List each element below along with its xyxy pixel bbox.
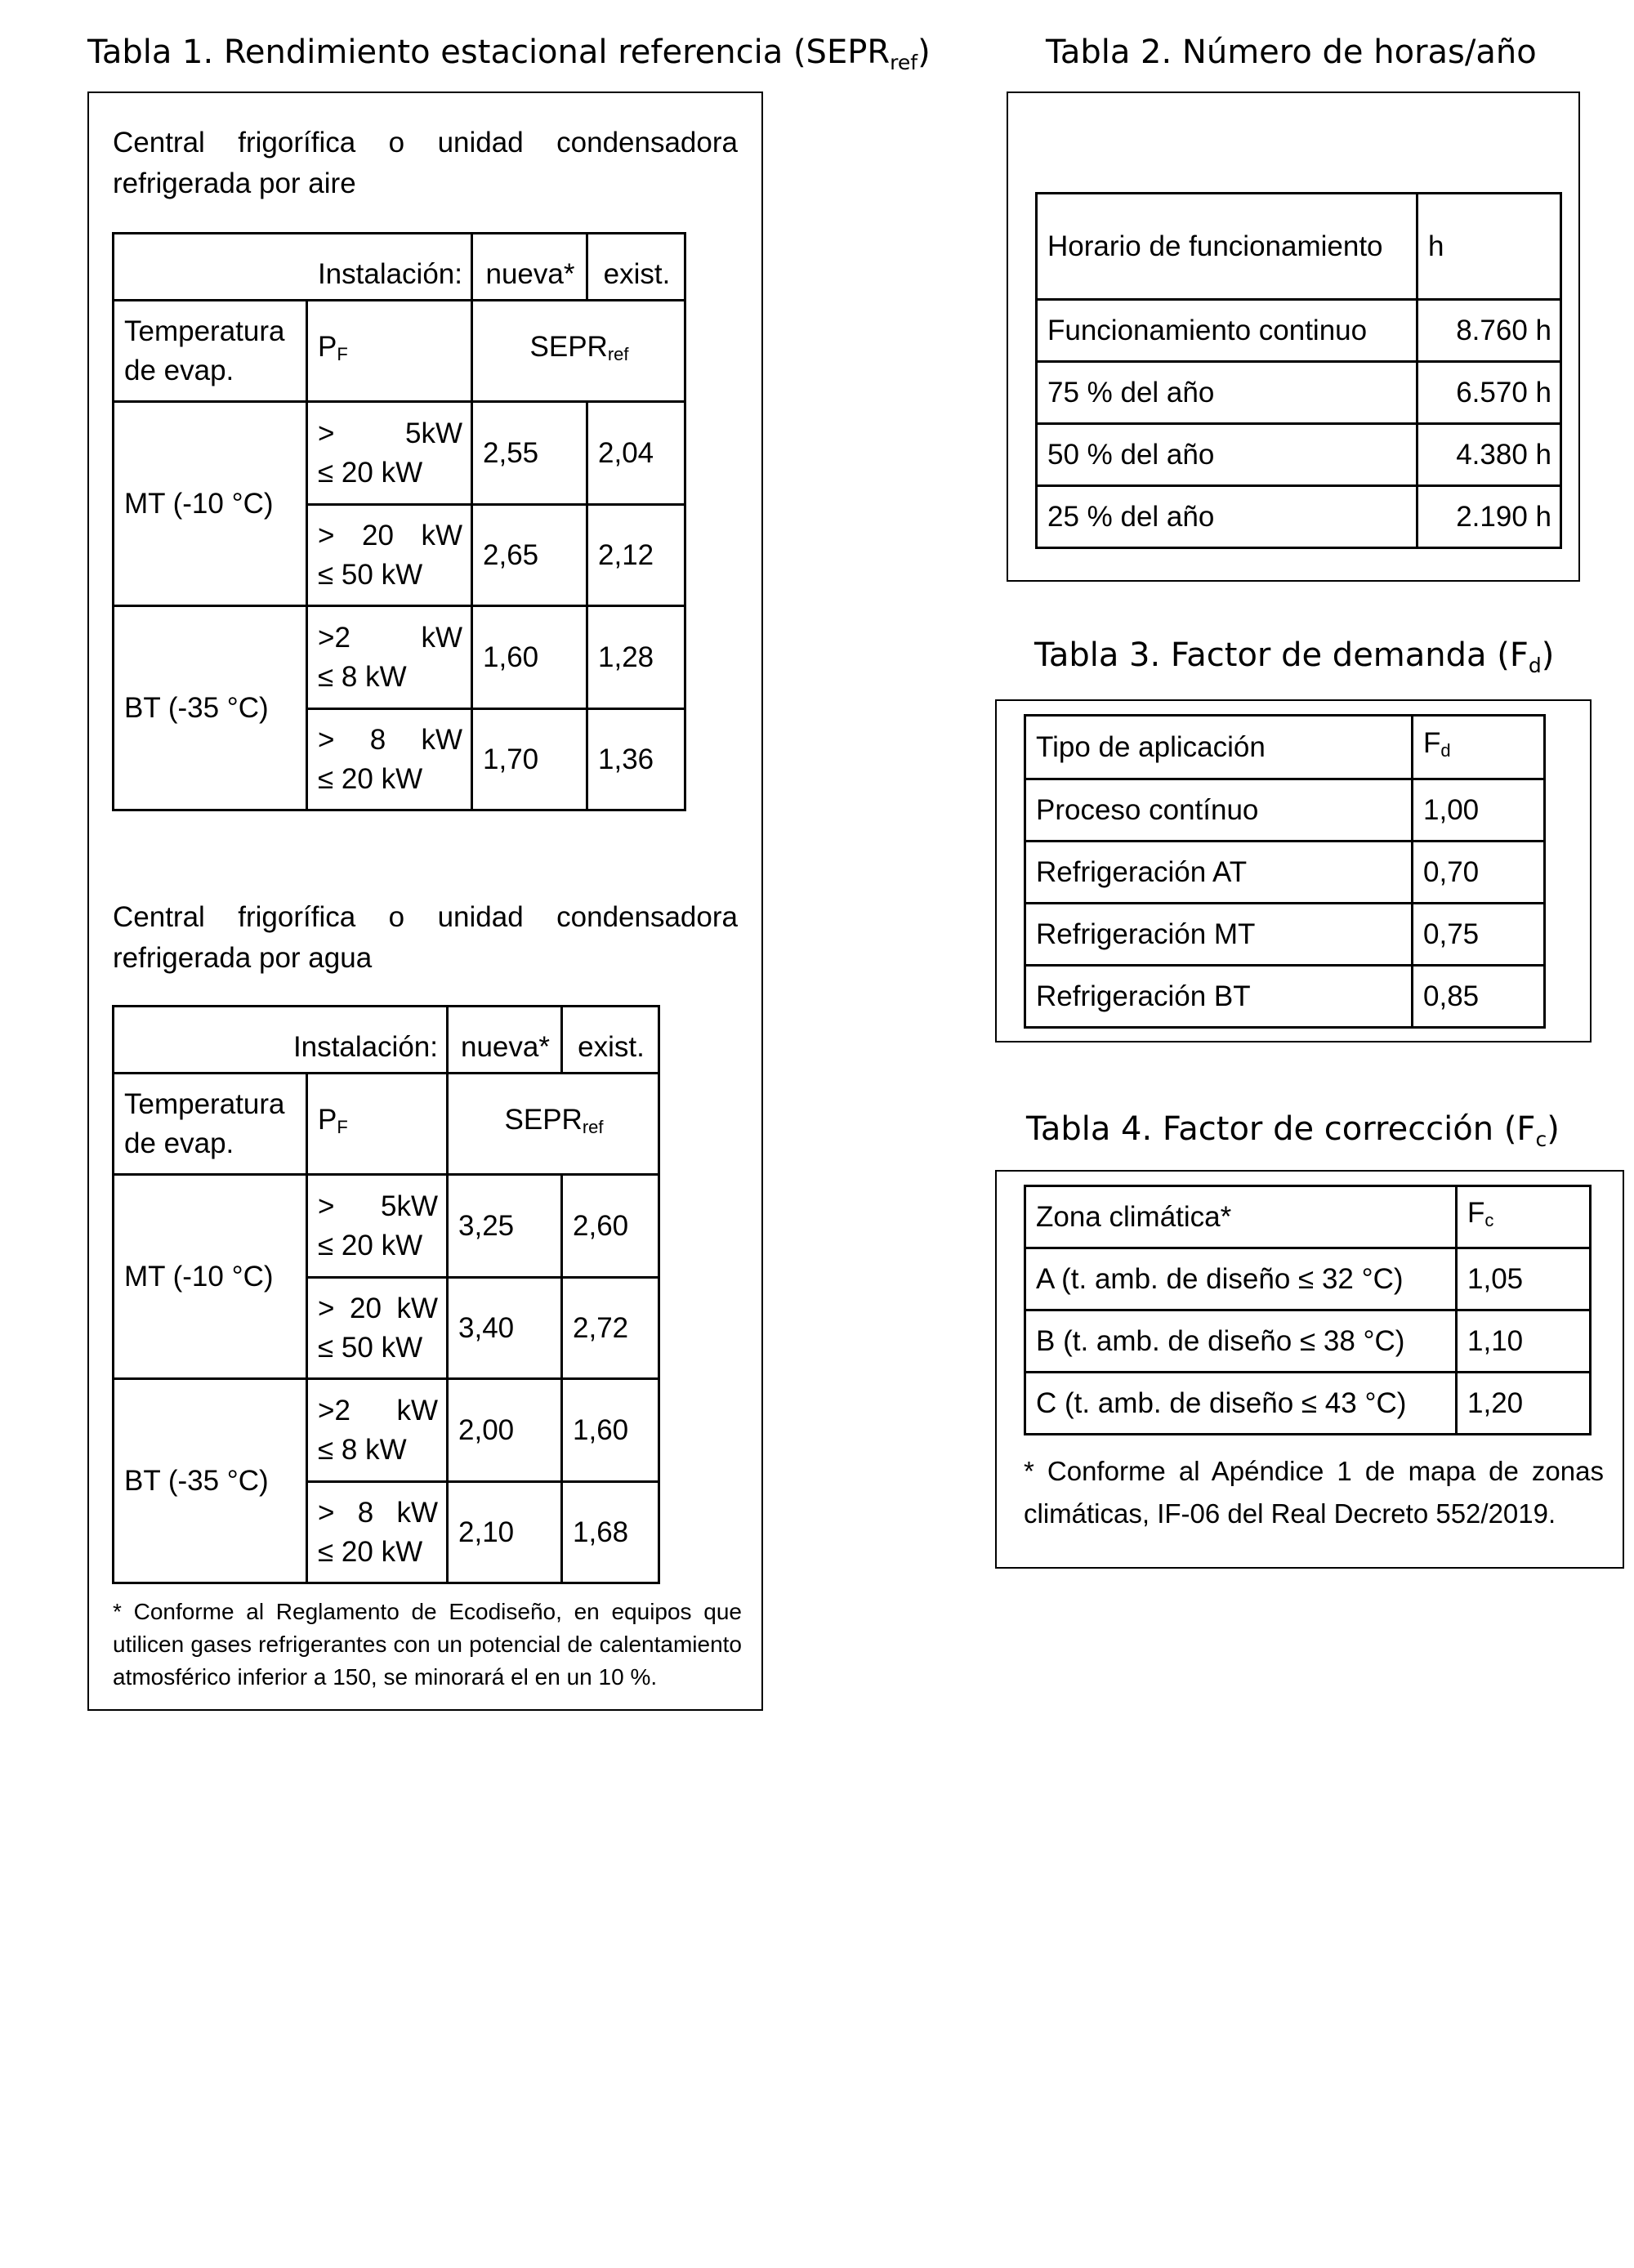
hours-label: 75 % del año: [1037, 362, 1417, 424]
water-pf-cell: [307, 1482, 448, 1583]
air-subheader-row: [114, 301, 685, 402]
table4-caption-sub: c: [1535, 1127, 1547, 1151]
demand-header-fd: [1413, 716, 1545, 779]
table4-caption-end: ): [1547, 1110, 1560, 1148]
hours-label: 25 % del año: [1037, 486, 1417, 548]
water-pf-cell: [307, 1379, 448, 1482]
pf-lower: > 8 kW: [318, 723, 462, 756]
air-pf-sub: F: [337, 344, 348, 364]
demand-label: Refrigeración BT: [1025, 966, 1413, 1028]
table-row: [1025, 1248, 1591, 1310]
table3-caption-sub: d: [1528, 654, 1542, 677]
demand-label: Refrigeración AT: [1025, 842, 1413, 904]
hours-value: 8.760 h: [1417, 300, 1561, 362]
air-value-nueva: 2,55: [472, 402, 587, 505]
demand-value: 0,85: [1413, 966, 1545, 1028]
table1-footnote: * Conforme al Reglamento de Ecodiseño, en equipos que utilicen gases refrigerantes con un potencial de calentamiento atmosférico inferior a 150, se minorará el en un 10 %.: [113, 1599, 742, 1690]
air-temp-label: Temperatura de evap.: [114, 301, 307, 402]
demand-value: 0,70: [1413, 842, 1545, 904]
water-pf-header: [307, 1074, 448, 1175]
table3-caption-end: ): [1541, 636, 1555, 674]
water-pf-sub: F: [337, 1117, 348, 1137]
air-sepr-table: [112, 232, 686, 811]
correction-label: B (t. amb. de diseño ≤ 38 °C): [1025, 1310, 1457, 1373]
pf-lower: >2 kW: [318, 1394, 438, 1426]
air-group-bt: BT (-35 °C): [114, 606, 307, 810]
correction-header-zone: Zona climática*: [1025, 1186, 1457, 1248]
water-value-exist: 2,72: [562, 1278, 659, 1379]
table-row: [1037, 300, 1561, 362]
pf-upper: ≤ 20 kW: [318, 456, 423, 489]
hours-value: 6.570 h: [1417, 362, 1561, 424]
water-value-nueva: 3,25: [448, 1175, 562, 1278]
water-value-exist: 2,60: [562, 1175, 659, 1278]
air-pf-cell: [307, 606, 472, 709]
water-pf-cell: [307, 1278, 448, 1379]
water-pf-main: P: [318, 1104, 337, 1136]
air-sepr-main: SEPR: [529, 331, 608, 363]
water-col-nueva: nueva*: [448, 1007, 562, 1074]
hours-label: 50 % del año: [1037, 424, 1417, 486]
demand-header-fd-sub: d: [1440, 740, 1451, 761]
demand-header-fd-main: F: [1423, 727, 1441, 759]
hours-header-row: [1037, 194, 1561, 300]
water-value-nueva: 2,00: [448, 1379, 562, 1482]
pf-lower: > 20 kW: [318, 1292, 438, 1324]
pf-upper: ≤ 50 kW: [318, 558, 423, 591]
table-row: [1025, 842, 1545, 904]
pf-lower: > 20 kW: [318, 519, 462, 551]
table-row: [1037, 362, 1561, 424]
air-value-nueva: 1,60: [472, 606, 587, 709]
pf-upper: ≤ 20 kW: [318, 762, 423, 795]
table-row: [114, 402, 685, 505]
water-value-exist: 1,60: [562, 1379, 659, 1482]
table1-caption-text: Tabla 1. Rendimiento estacional referencia (SEPR: [87, 33, 891, 71]
air-value-nueva: 1,70: [472, 709, 587, 810]
correction-label: C (t. amb. de diseño ≤ 43 °C): [1025, 1373, 1457, 1435]
air-value-nueva: 2,65: [472, 505, 587, 606]
table-row: [1025, 904, 1545, 966]
correction-value: 1,10: [1457, 1310, 1591, 1373]
table1-caption-end: ): [917, 33, 931, 71]
table-row: [1025, 1373, 1591, 1435]
water-sepr-table: [112, 1005, 660, 1584]
air-col-exist: exist.: [587, 234, 685, 301]
air-value-exist: 2,12: [587, 505, 685, 606]
water-temp-label: Temperatura de evap.: [114, 1074, 307, 1175]
air-section-heading: Central frigorífica o unidad condensadora refrigerada por aire: [113, 127, 738, 199]
air-value-exist: 1,36: [587, 709, 685, 810]
table-row: [114, 1379, 659, 1482]
pf-upper: ≤ 8 kW: [318, 660, 407, 693]
hours-value: 2.190 h: [1417, 486, 1561, 548]
air-sepr-header: [472, 301, 685, 402]
table1-caption: [87, 33, 931, 74]
demand-header-type: Tipo de aplicación: [1025, 716, 1413, 779]
water-value-nueva: 2,10: [448, 1482, 562, 1583]
air-header-row: [114, 234, 685, 301]
correction-header-fc: [1457, 1186, 1591, 1248]
air-value-exist: 2,04: [587, 402, 685, 505]
air-group-mt: MT (-10 °C): [114, 402, 307, 606]
water-subheader-row: [114, 1074, 659, 1175]
table-row: [114, 606, 685, 709]
correction-header-row: [1025, 1186, 1591, 1248]
air-pf-main: P: [318, 331, 337, 363]
water-header-row: [114, 1007, 659, 1074]
pf-lower: >2 kW: [318, 621, 462, 654]
demand-value: 1,00: [1413, 779, 1545, 842]
water-group-mt: MT (-10 °C): [114, 1175, 307, 1379]
pf-upper: ≤ 20 kW: [318, 1229, 423, 1261]
pf-lower: > 5kW: [318, 417, 462, 449]
demand-factor-table: [1024, 714, 1546, 1029]
table-row: [1025, 966, 1545, 1028]
pf-upper: ≤ 20 kW: [318, 1535, 423, 1568]
water-inst-label: Instalación:: [114, 1007, 448, 1074]
hours-table: [1035, 192, 1562, 549]
correction-value: 1,20: [1457, 1373, 1591, 1435]
table-row: [1037, 486, 1561, 548]
pf-upper: ≤ 50 kW: [318, 1331, 423, 1364]
air-pf-header: [307, 301, 472, 402]
table3-caption-text: Tabla 3. Factor de demanda (F: [1034, 636, 1529, 674]
table-row: [114, 1175, 659, 1278]
pf-upper: ≤ 8 kW: [318, 1433, 407, 1466]
correction-header-fc-main: F: [1467, 1197, 1485, 1229]
water-col-exist: exist.: [562, 1007, 659, 1074]
air-col-nueva: nueva*: [472, 234, 587, 301]
water-group-bt: BT (-35 °C): [114, 1379, 307, 1583]
table1-caption-sub: ref: [890, 51, 918, 74]
hours-header-h: h: [1417, 194, 1561, 300]
correction-label: A (t. amb. de diseño ≤ 32 °C): [1025, 1248, 1457, 1310]
water-value-exist: 1,68: [562, 1482, 659, 1583]
air-pf-cell: [307, 402, 472, 505]
table4-footnote: * Conforme al Apéndice 1 de mapa de zonas climáticas, IF-06 del Real Decreto 552/2019.: [1024, 1456, 1604, 1529]
hours-value: 4.380 h: [1417, 424, 1561, 486]
table4-caption-text: Tabla 4. Factor de corrección (F: [1026, 1110, 1536, 1148]
water-pf-cell: [307, 1175, 448, 1278]
demand-label: Refrigeración MT: [1025, 904, 1413, 966]
demand-label: Proceso contínuo: [1025, 779, 1413, 842]
demand-header-row: [1025, 716, 1545, 779]
demand-value: 0,75: [1413, 904, 1545, 966]
correction-factor-table: [1024, 1185, 1592, 1435]
water-sepr-header: [448, 1074, 659, 1175]
water-sepr-main: SEPR: [504, 1104, 583, 1136]
air-pf-cell: [307, 505, 472, 606]
pf-lower: > 5kW: [318, 1190, 438, 1222]
hours-header-schedule-text: Horario de funcionamiento: [1047, 230, 1383, 262]
table4-caption: [1026, 1110, 1560, 1151]
table-row: [1025, 779, 1545, 842]
table2-caption: Tabla 2. Número de horas/año: [1046, 33, 1537, 71]
correction-header-fc-sub: c: [1484, 1210, 1494, 1230]
air-value-exist: 1,28: [587, 606, 685, 709]
hours-header-schedule: [1037, 194, 1417, 300]
water-value-nueva: 3,40: [448, 1278, 562, 1379]
table-row: [1037, 424, 1561, 486]
correction-value: 1,05: [1457, 1248, 1591, 1310]
air-inst-label: Instalación:: [114, 234, 472, 301]
hours-label: Funcionamiento continuo: [1037, 300, 1417, 362]
water-sepr-sub: ref: [582, 1117, 604, 1137]
water-section-heading: Central frigorífica o unidad condensadora refrigerada por agua: [113, 901, 738, 974]
table3-caption: [1034, 636, 1555, 677]
pf-lower: > 8 kW: [318, 1496, 438, 1529]
air-pf-cell: [307, 709, 472, 810]
air-sepr-sub: ref: [607, 344, 629, 364]
table-row: [1025, 1310, 1591, 1373]
